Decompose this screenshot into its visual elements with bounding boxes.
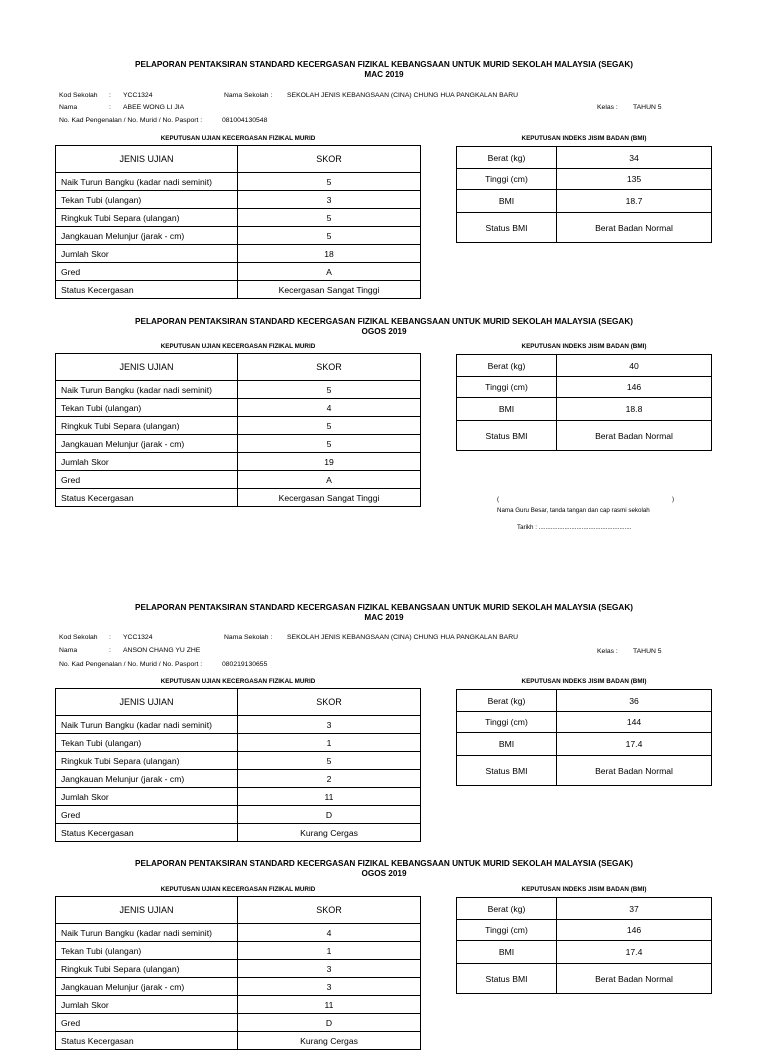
- table-row: [56, 960, 421, 978]
- test-name: Ringkuk Tubi Separa (ulangan): [56, 960, 238, 978]
- test-score: 1: [238, 734, 421, 752]
- bmi-label: Tinggi (cm): [457, 712, 557, 733]
- total-score: 19: [238, 453, 421, 471]
- test-score: 3: [238, 978, 421, 996]
- table-row: [56, 173, 421, 191]
- kod-sekolah-value: YCC1324: [123, 92, 153, 99]
- table-row: [56, 227, 421, 245]
- bmi-weight: 40: [557, 355, 712, 377]
- bmi-value: 18.7: [557, 190, 712, 213]
- total-score: 18: [238, 245, 421, 263]
- bmi-table: [456, 897, 712, 994]
- bmi-label: Berat (kg): [457, 355, 557, 377]
- table-row: [56, 1014, 421, 1032]
- table-row: [56, 209, 421, 227]
- bmi-value: 18.8: [557, 398, 712, 421]
- bmi-caption: KEPUTUSAN INDEKS JISIM BADAN (BMI): [521, 343, 647, 350]
- bmi-table: [456, 354, 712, 451]
- table-row: [56, 489, 421, 507]
- bmi-table: [456, 146, 712, 243]
- bmi-label: BMI: [457, 941, 557, 964]
- signature-paren-open: (: [497, 496, 500, 503]
- kelas-value: TAHUN 5: [633, 648, 662, 655]
- bmi-label: BMI: [457, 398, 557, 421]
- table-row: [56, 716, 421, 734]
- test-name: Status Kecergasan: [56, 281, 238, 299]
- bmi-height: 146: [557, 377, 712, 398]
- test-name: Status Kecergasan: [56, 824, 238, 842]
- fitness-status: Kurang Cergas: [238, 1032, 421, 1050]
- col-header-score: SKOR: [238, 146, 421, 173]
- test-name: Jangkauan Melunjur (jarak - cm): [56, 227, 238, 245]
- fitness-table: [55, 896, 421, 1050]
- table-row: [56, 471, 421, 489]
- grade: D: [238, 806, 421, 824]
- fitness-caption: KEPUTUSAN UJIAN KECERGASAN FIZIKAL MURID: [160, 678, 316, 685]
- bmi-label: Status BMI: [457, 421, 557, 451]
- test-score: 5: [238, 381, 421, 399]
- nama-sekolah-value: SEKOLAH JENIS KEBANGSAAN (CINA) CHUNG HUA PANGKALAN BARU: [287, 92, 519, 99]
- report-period: MAC 2019: [364, 613, 404, 622]
- kelas-value: TAHUN 5: [633, 104, 662, 111]
- kad-label: No. Kad Pengenalan / No. Murid / No. Pasport :: [59, 117, 203, 124]
- report-period: MAC 2019: [364, 70, 404, 79]
- bmi-caption: KEPUTUSAN INDEKS JISIM BADAN (BMI): [521, 135, 647, 142]
- col-header-score: SKOR: [238, 897, 421, 924]
- bmi-label: Tinggi (cm): [457, 169, 557, 190]
- test-score: 5: [238, 435, 421, 453]
- bmi-label: Berat (kg): [457, 898, 557, 920]
- signature-paren-close: ): [672, 496, 675, 503]
- fitness-caption: KEPUTUSAN UJIAN KECERGASAN FIZIKAL MURID: [160, 343, 316, 350]
- table-row: [56, 924, 421, 942]
- test-name: Tekan Tubi (ulangan): [56, 399, 238, 417]
- test-score: 3: [238, 716, 421, 734]
- bmi-caption: KEPUTUSAN INDEKS JISIM BADAN (BMI): [521, 886, 647, 893]
- bmi-weight: 37: [557, 898, 712, 920]
- bmi-value: 17.4: [557, 733, 712, 756]
- test-name: Gred: [56, 806, 238, 824]
- kad-value: 080219130655: [222, 661, 268, 668]
- bmi-status: Berat Badan Normal: [557, 213, 712, 243]
- table-row: [56, 996, 421, 1014]
- col-header-test: JENIS UJIAN: [56, 897, 238, 924]
- bmi-height: 146: [557, 920, 712, 941]
- report-period: OGOS 2019: [361, 327, 407, 336]
- nama-value: ABEE WONG LI JIA: [123, 104, 185, 111]
- test-name: Jumlah Skor: [56, 996, 238, 1014]
- kod-sekolah-label: Kod Sekolah: [59, 634, 98, 641]
- test-name: Naik Turun Bangku (kadar nadi seminit): [56, 173, 238, 191]
- test-name: Jangkauan Melunjur (jarak - cm): [56, 770, 238, 788]
- table-row: [56, 191, 421, 209]
- report-title: PELAPORAN PENTAKSIRAN STANDARD KECERGASAN FIZIKAL KEBANGSAAN UNTUK MURID SEKOLAH MALAYSIA (SEGAK): [135, 859, 633, 868]
- table-row: [56, 281, 421, 299]
- col-header-score: SKOR: [238, 689, 421, 716]
- fitness-table: [55, 688, 421, 842]
- test-name: Naik Turun Bangku (kadar nadi seminit): [56, 381, 238, 399]
- test-score: 5: [238, 227, 421, 245]
- test-name: Jumlah Skor: [56, 453, 238, 471]
- table-row: [56, 824, 421, 842]
- test-name: Gred: [56, 471, 238, 489]
- bmi-status: Berat Badan Normal: [557, 964, 712, 994]
- nama-label: Nama: [59, 647, 78, 654]
- test-score: 3: [238, 191, 421, 209]
- table-row: [56, 942, 421, 960]
- nama-sekolah-label: Nama Sekolah :: [224, 634, 273, 641]
- table-row: [56, 770, 421, 788]
- fitness-table: [55, 145, 421, 299]
- bmi-height: 144: [557, 712, 712, 733]
- colon: :: [109, 92, 111, 99]
- table-row: [56, 263, 421, 281]
- fitness-status: Kecergasan Sangat Tinggi: [238, 281, 421, 299]
- kelas-label: Kelas :: [597, 648, 618, 655]
- table-row: [56, 788, 421, 806]
- table-row: [56, 1032, 421, 1050]
- test-name: Ringkuk Tubi Separa (ulangan): [56, 209, 238, 227]
- total-score: 11: [238, 996, 421, 1014]
- bmi-weight: 36: [557, 690, 712, 712]
- bmi-value: 17.4: [557, 941, 712, 964]
- bmi-label: Status BMI: [457, 756, 557, 786]
- nama-value: ANSON CHANG YU ZHE: [123, 647, 201, 654]
- bmi-weight: 34: [557, 147, 712, 169]
- test-name: Naik Turun Bangku (kadar nadi seminit): [56, 716, 238, 734]
- kad-label: No. Kad Pengenalan / No. Murid / No. Pasport :: [59, 661, 203, 668]
- colon: :: [109, 647, 111, 654]
- test-name: Jumlah Skor: [56, 788, 238, 806]
- kelas-label: Kelas :: [597, 104, 618, 111]
- signature-date: Tarikh : ......................................................: [517, 524, 632, 531]
- test-name: Tekan Tubi (ulangan): [56, 191, 238, 209]
- test-name: Gred: [56, 263, 238, 281]
- kod-sekolah-label: Kod Sekolah: [59, 92, 98, 99]
- col-header-test: JENIS UJIAN: [56, 689, 238, 716]
- kad-value: 081004130548: [222, 117, 268, 124]
- grade: D: [238, 1014, 421, 1032]
- test-name: Jangkauan Melunjur (jarak - cm): [56, 435, 238, 453]
- table-row: [56, 245, 421, 263]
- fitness-status: Kurang Cergas: [238, 824, 421, 842]
- test-name: Naik Turun Bangku (kadar nadi seminit): [56, 924, 238, 942]
- test-name: Ringkuk Tubi Separa (ulangan): [56, 417, 238, 435]
- fitness-table: [55, 353, 421, 507]
- signature-label: Nama Guru Besar, tanda tangan dan cap rasmi sekolah: [497, 507, 650, 514]
- table-row: [56, 806, 421, 824]
- grade: A: [238, 471, 421, 489]
- table-row: [56, 734, 421, 752]
- report-title: PELAPORAN PENTAKSIRAN STANDARD KECERGASAN FIZIKAL KEBANGSAAN UNTUK MURID SEKOLAH MALAYSIA (SEGAK): [135, 317, 633, 326]
- test-name: Tekan Tubi (ulangan): [56, 734, 238, 752]
- bmi-label: Berat (kg): [457, 690, 557, 712]
- test-score: 1: [238, 942, 421, 960]
- table-row: [56, 399, 421, 417]
- bmi-label: Tinggi (cm): [457, 920, 557, 941]
- total-score: 11: [238, 788, 421, 806]
- bmi-height: 135: [557, 169, 712, 190]
- test-name: Status Kecergasan: [56, 1032, 238, 1050]
- test-score: 5: [238, 173, 421, 191]
- colon: :: [109, 634, 111, 641]
- test-name: Status Kecergasan: [56, 489, 238, 507]
- report-period: OGOS 2019: [361, 869, 407, 878]
- table-row: [56, 381, 421, 399]
- col-header-test: JENIS UJIAN: [56, 146, 238, 173]
- table-row: [56, 453, 421, 471]
- table-row: [56, 752, 421, 770]
- table-row: [56, 978, 421, 996]
- fitness-caption: KEPUTUSAN UJIAN KECERGASAN FIZIKAL MURID: [160, 886, 316, 893]
- grade: A: [238, 263, 421, 281]
- test-score: 5: [238, 417, 421, 435]
- report-title: PELAPORAN PENTAKSIRAN STANDARD KECERGASAN FIZIKAL KEBANGSAAN UNTUK MURID SEKOLAH MALAYSIA (SEGAK): [135, 60, 633, 69]
- test-score: 4: [238, 924, 421, 942]
- nama-label: Nama: [59, 104, 78, 111]
- test-score: 3: [238, 960, 421, 978]
- bmi-label: BMI: [457, 190, 557, 213]
- col-header-test: JENIS UJIAN: [56, 354, 238, 381]
- colon: :: [109, 104, 111, 111]
- bmi-label: Berat (kg): [457, 147, 557, 169]
- fitness-status: Kecergasan Sangat Tinggi: [238, 489, 421, 507]
- report-title: PELAPORAN PENTAKSIRAN STANDARD KECERGASAN FIZIKAL KEBANGSAAN UNTUK MURID SEKOLAH MALAYSIA (SEGAK): [135, 603, 633, 612]
- nama-sekolah-label: Nama Sekolah :: [224, 92, 273, 99]
- test-name: Ringkuk Tubi Separa (ulangan): [56, 752, 238, 770]
- test-score: 2: [238, 770, 421, 788]
- bmi-table: [456, 689, 712, 786]
- test-score: 5: [238, 752, 421, 770]
- fitness-caption: KEPUTUSAN UJIAN KECERGASAN FIZIKAL MURID: [160, 135, 316, 142]
- test-name: Jumlah Skor: [56, 245, 238, 263]
- bmi-label: BMI: [457, 733, 557, 756]
- test-name: Tekan Tubi (ulangan): [56, 942, 238, 960]
- test-score: 4: [238, 399, 421, 417]
- test-name: Gred: [56, 1014, 238, 1032]
- test-score: 5: [238, 209, 421, 227]
- bmi-status: Berat Badan Normal: [557, 421, 712, 451]
- bmi-label: Status BMI: [457, 213, 557, 243]
- col-header-score: SKOR: [238, 354, 421, 381]
- bmi-status: Berat Badan Normal: [557, 756, 712, 786]
- nama-sekolah-value: SEKOLAH JENIS KEBANGSAAN (CINA) CHUNG HUA PANGKALAN BARU: [287, 634, 519, 641]
- test-name: Jangkauan Melunjur (jarak - cm): [56, 978, 238, 996]
- bmi-label: Status BMI: [457, 964, 557, 994]
- kod-sekolah-value: YCC1324: [123, 634, 153, 641]
- table-row: [56, 417, 421, 435]
- bmi-label: Tinggi (cm): [457, 377, 557, 398]
- bmi-caption: KEPUTUSAN INDEKS JISIM BADAN (BMI): [521, 678, 647, 685]
- table-row: [56, 435, 421, 453]
